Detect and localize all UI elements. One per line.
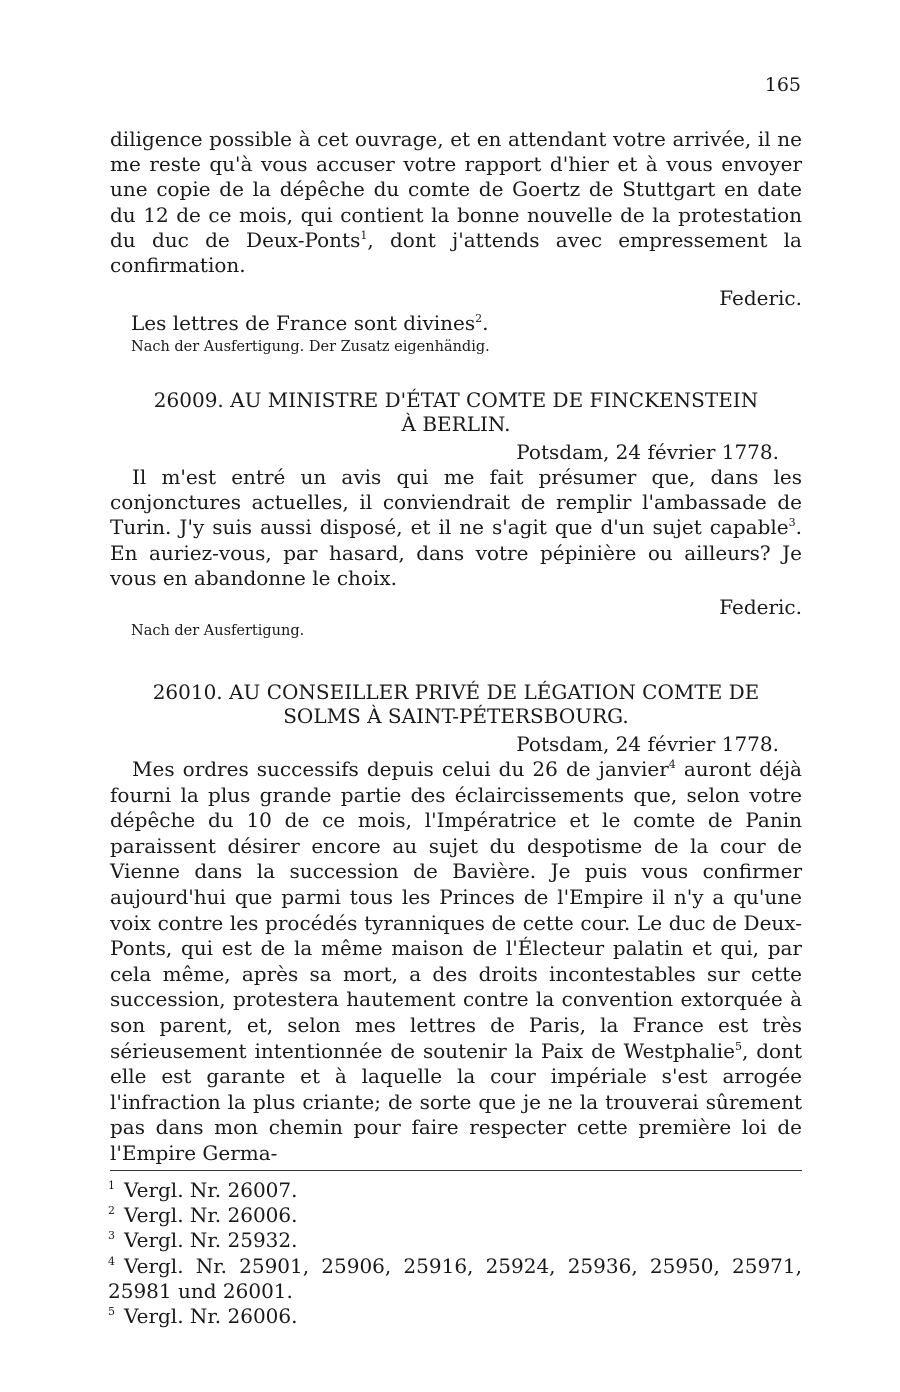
footnote-ref-3[interactable]: 3 xyxy=(788,516,796,530)
postscript: Les lettres de France sont divines$^2$. xyxy=(131,311,489,336)
letter-heading-line2: SOLMS À SAINT-PÉTERSBOURG. xyxy=(283,704,629,728)
continuation-paragraph: diligence possible à cet ouvrage, et en attendant votre arrivée, il ne me reste qu'à vous accuser votre rapport d'hier et à vous envoyer une copie de la dépêche du comte de Goertz de Stuttgart en date du 12 de ce mois, qui contient la bonne nouvelle de la protestation du duc de Deux-Ponts$^1$, dont j'attends avec empressement la confirmation. xyxy=(110,127,802,278)
signature: Federic. xyxy=(719,286,802,311)
dateline: Potsdam, 24 février 1778. xyxy=(516,440,779,464)
letter-26009 xyxy=(110,388,802,642)
footnote: $^2$ Vergl. Nr. 26006. xyxy=(108,1203,298,1228)
letter-recipient: AU MINISTRE D'ÉTAT COMTE DE FINCKENSTEIN xyxy=(230,388,759,412)
footnote: $^1$ Vergl. Nr. 26007. xyxy=(108,1178,298,1202)
letter-26010 xyxy=(110,680,802,1167)
source-note: Nach der Ausfertigung. xyxy=(131,623,305,640)
continuation-section xyxy=(110,127,802,358)
footnote-ref-5[interactable]: 5 xyxy=(734,1039,742,1053)
footnote: $^4$ Vergl. Nr. 25901, 25906, 25916, 25924, 25936, 25950, 25971, 25981 und 26001. xyxy=(108,1253,802,1303)
letter-heading xyxy=(110,388,802,412)
letter-heading xyxy=(110,680,802,704)
letter-number: 26010. xyxy=(152,680,223,704)
source-note: Nach der Ausfertigung. Der Zusatz eigenhändig. xyxy=(131,339,490,356)
footnote-divider xyxy=(110,1170,802,1171)
letter-number: 26009. xyxy=(153,388,224,412)
letter-paragraph: Il m'est entré un avis qui me fait présumer que, dans les conjonctures actuelles, il conviendrait de remplir l'ambassade de Turin. J'y suis aussi disposé, et il ne s'agit que d'un sujet capable$^3$. En auriez-vous, par hasard, dans votre pépinière ou ailleurs? Je vous en abandonne le choix. xyxy=(110,465,802,590)
footnote-ref-4[interactable]: 4 xyxy=(668,758,676,771)
letter-recipient: AU CONSEILLER PRIVÉ DE LÉGATION COMTE DE xyxy=(229,680,760,704)
footnote-ref-1[interactable]: 1 xyxy=(360,228,368,242)
footnote: $^5$ Vergl. Nr. 26006. xyxy=(108,1304,298,1329)
letter-heading-line2: À BERLIN. xyxy=(401,412,511,436)
signature: Federic. xyxy=(719,595,802,620)
page-number: 165 xyxy=(764,74,801,96)
footnote: $^3$ Vergl. Nr. 25932. xyxy=(108,1228,298,1253)
footnote-ref-2[interactable]: 2 xyxy=(475,312,483,326)
footnotes xyxy=(108,1178,802,1329)
dateline: Potsdam, 24 février 1778. xyxy=(516,732,779,756)
letter-paragraph: Mes ordres successifs depuis celui du 26 de janvier$^4$ auront déjà fourni la plus grande partie des éclaircissements que, selon votre dépêche du 10 de ce mois, l'Impératrice et le comte de Panin paraissent désirer encore au sujet du despotisme de la cour de Vienne dans la succession de Bavière. Je puis vous confirmer aujourd'hui que parmi tous les Princes de l'Empire il n'y a qu'une voix contre les procédés tyranniques de cette cour. Le duc de Deux-Ponts, qui est de la même maison de l'Électeur palatin et qui, par cela même, après sa mort, a des droits incontestables sur cette succession, protestera hautement contre la convention extorquée à son parent, et, selon mes lettres de Paris, la France est très sérieusement intentionnée de soutenir la Paix de Westphalie$^5$, dont elle est garante et à laquelle la cour impériale s'est arrogée l'infraction la plus criante; de sorte que je ne la trouverai sûrement pas dans mon chemin pour faire respecter cette première loi de l'Empire Germa- xyxy=(110,757,802,1165)
